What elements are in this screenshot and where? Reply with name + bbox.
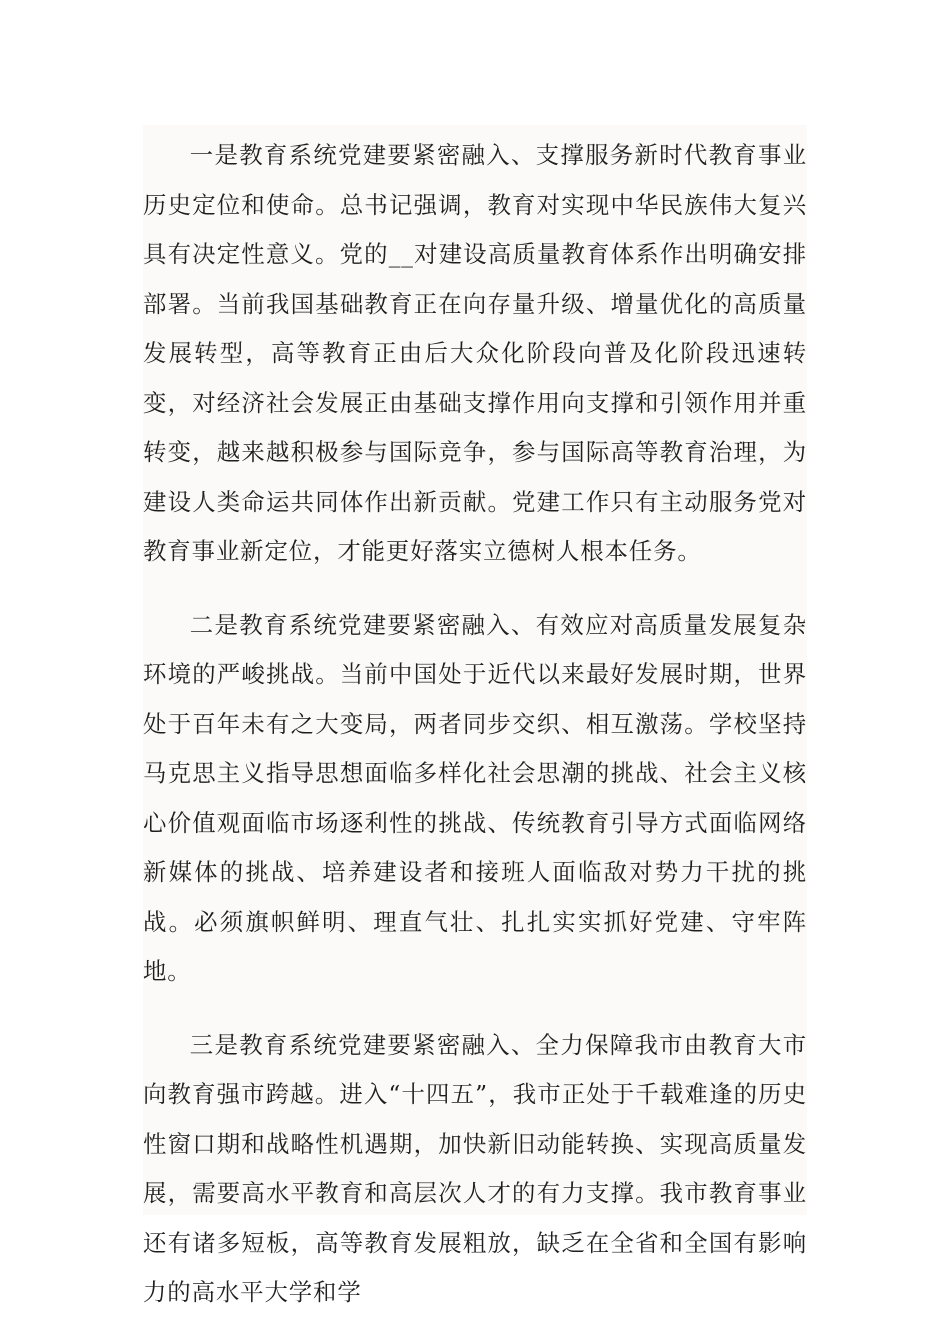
paragraph-2: 二是教育系统党建要紧密融入、有效应对高质量发展复杂环境的严峻挑战。当前中国处于近代以来最好发展时期，世界处于百年未有之大变局，两者同步交织、相互激荡。学校坚持马克思主义指导思想面临多样化社会思潮的挑战、社会主义核心价值观面临市场逐利性的挑战、传统教育引导方式面临网络新媒体的挑战、培养建设者和接班人面临敌对势力干扰的挑战。必须旗帜鲜明、理直气壮、扎扎实实抓好党建、守牢阵地。 (143, 610, 807, 985)
paragraph-3: 三是教育系统党建要紧密融入、全力保障我市由教育大市向教育强市跨越。进入“十四五”，我市正处于千载难逢的历史性窗口期和战略性机遇期，加快新旧动能转换、实现高质量发展，需要高水平教育和高层次人才的有力支撑。我市教育事业还有诸多短板，高等教育发展粗放，缺乏在全省和全国有影响力的高水平大学和学 (143, 1030, 807, 1306)
paragraph-1: 一是教育系统党建要紧密融入、支撑服务新时代教育事业历史定位和使命。总书记强调，教育对实现中华民族伟大复兴具有决定性意义。党的__对建设高质量教育体系作出明确安排部署。当前我国基础教育正在向存量升级、增量优化的高质量发展转型，高等教育正由后大众化阶段向普及化阶段迅速转变，对经济社会发展正由基础支撑作用向支撑和引领作用并重转变，越来越积极参与国际竞争，参与国际高等教育治理，为建设人类命运共同体作出新贡献。党建工作只有主动服务党对教育事业新定位，才能更好落实立德树人根本任务。 (143, 141, 807, 565)
document-body (143, 125, 807, 1306)
